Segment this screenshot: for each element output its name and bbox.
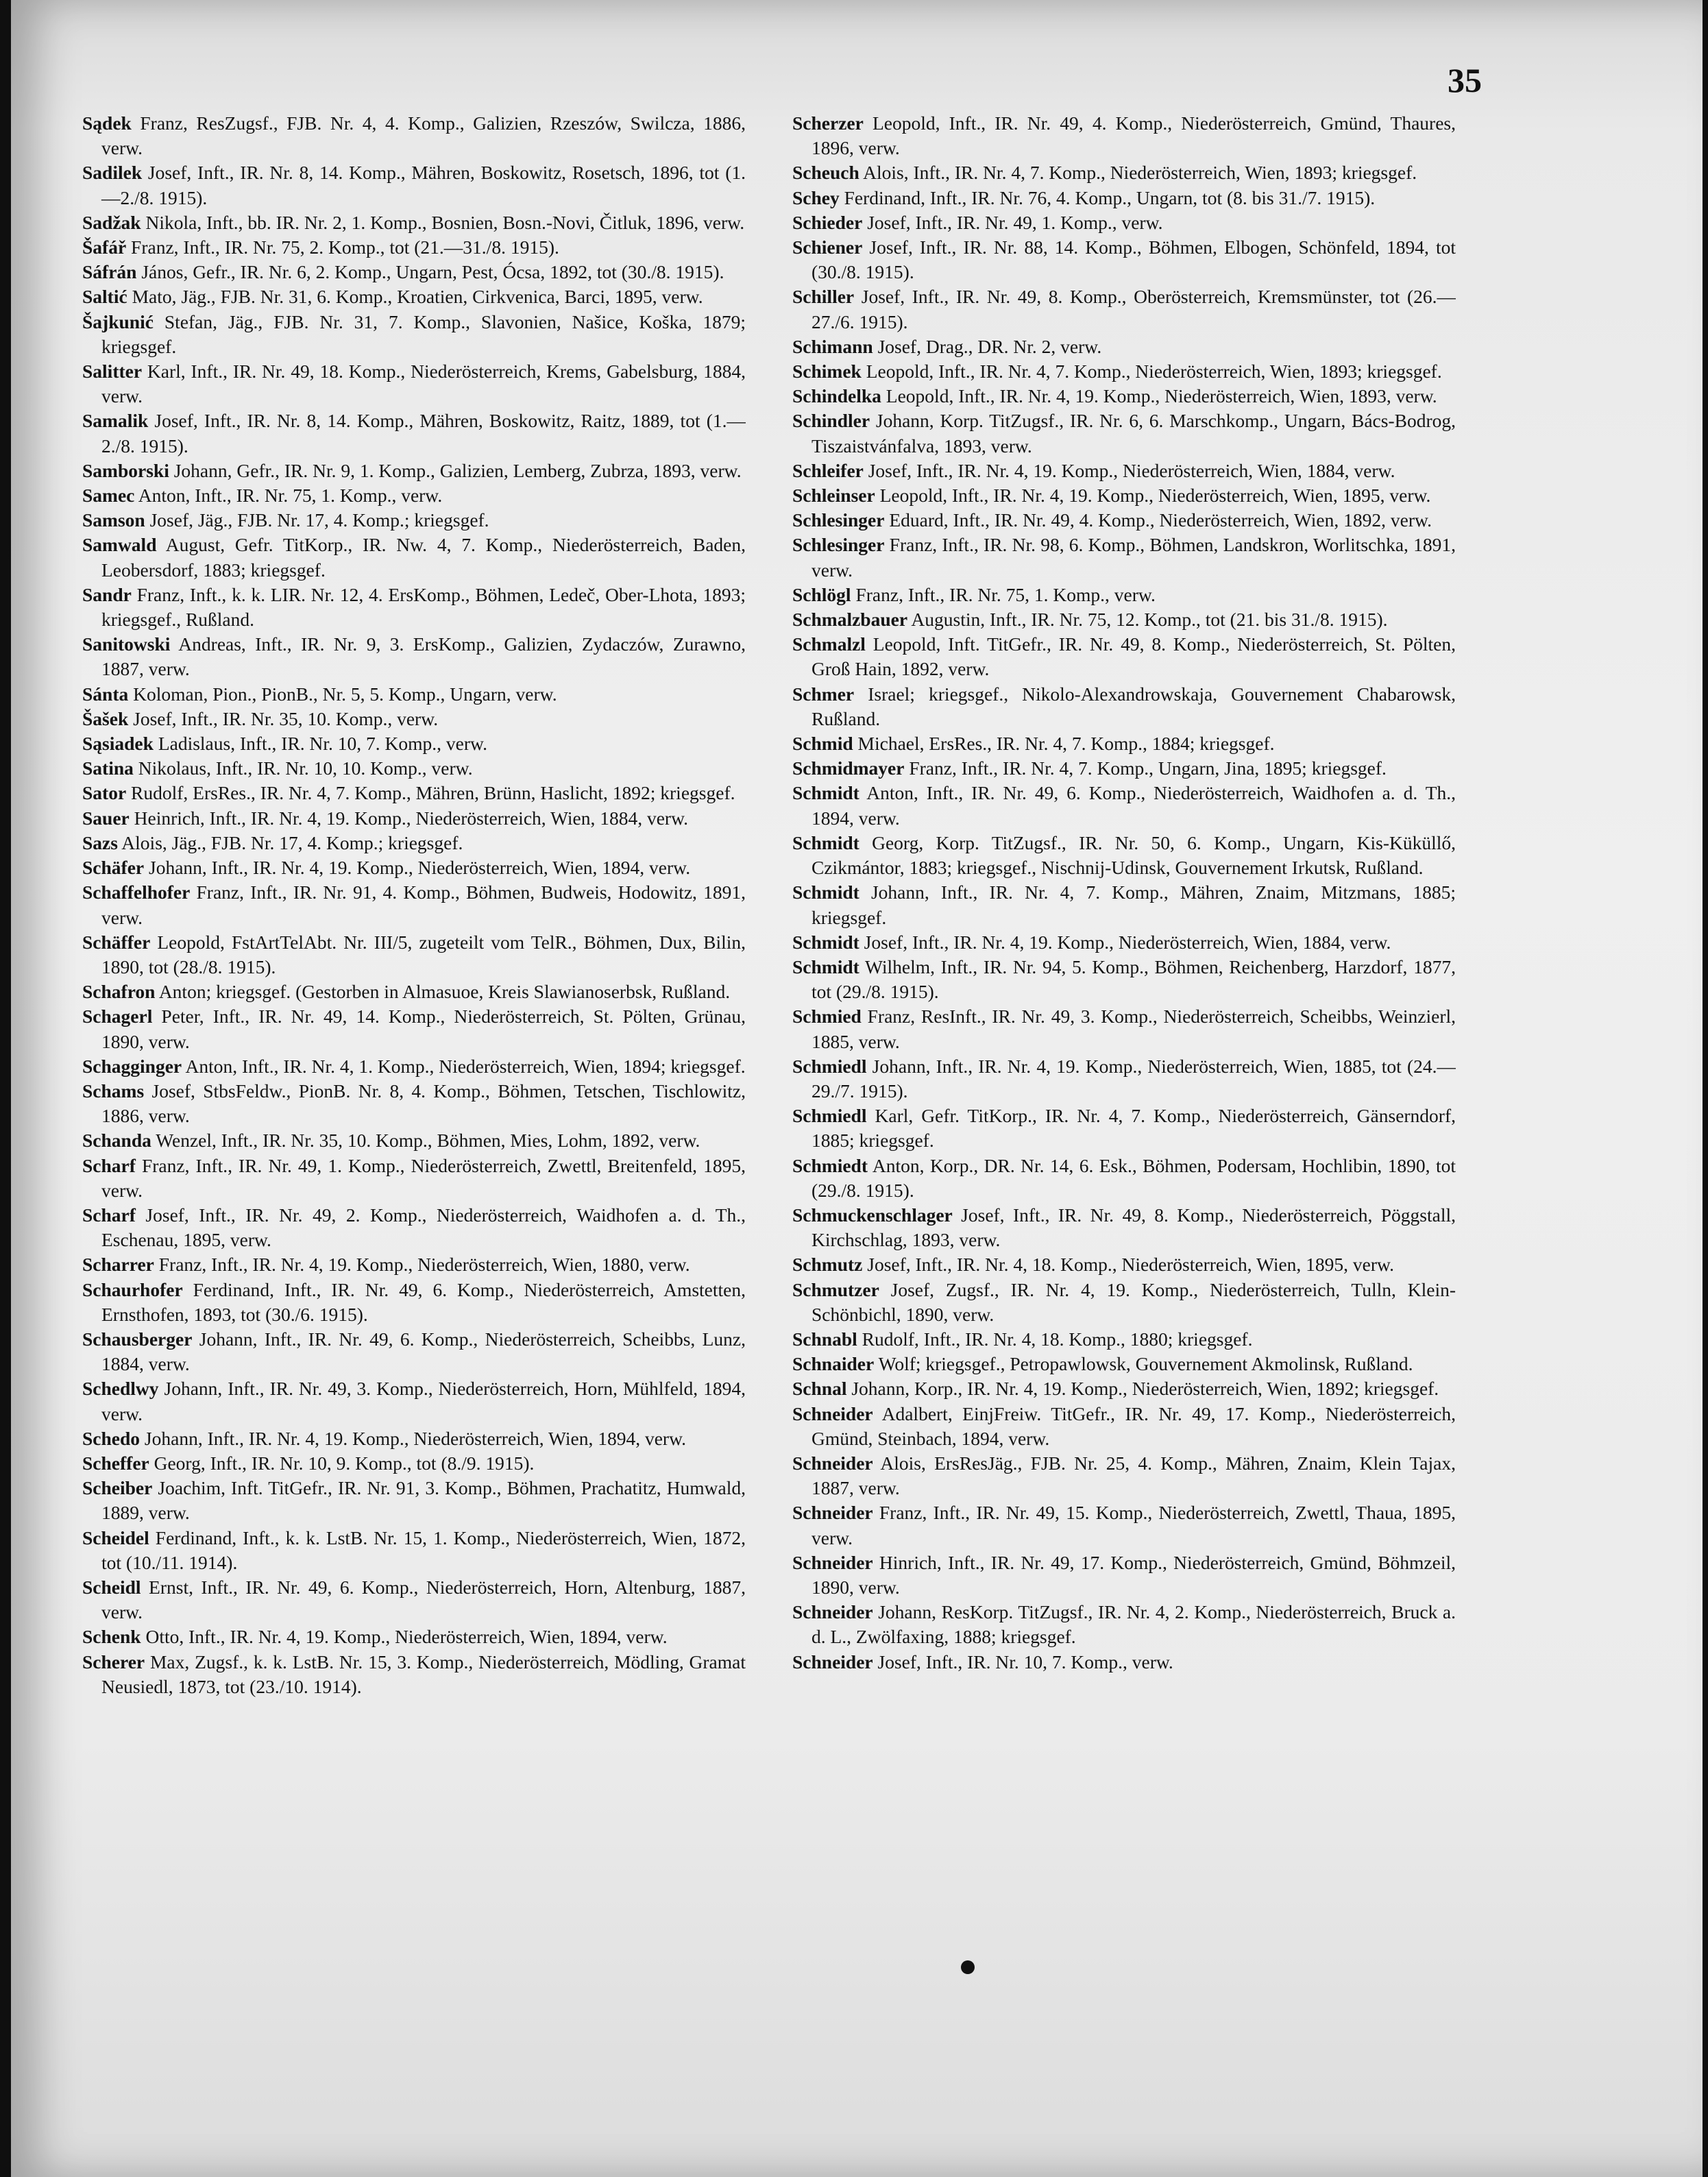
entry-surname: Schäffer bbox=[82, 931, 151, 953]
document-page bbox=[11, 0, 1703, 2177]
register-entry bbox=[792, 731, 1456, 756]
entry-surname: Šajkunić bbox=[82, 311, 154, 332]
entry-details: Franz, Inft., IR. Nr. 49, 15. Komp., Niederösterreich, Zwettl, Thaua, 1895, verw. bbox=[812, 1502, 1456, 1548]
entry-details: Rudolf, ErsRes., IR. Nr. 4, 7. Komp., Mähren, Brünn, Haslicht, 1892; kriegsgef. bbox=[126, 782, 735, 804]
entry-details: Ferdinand, Inft., IR. Nr. 76, 4. Komp., Ungarn, tot (8. bis 31./7. 1915). bbox=[839, 186, 1376, 208]
entry-surname: Schlesinger bbox=[792, 534, 885, 556]
entry-surname: Schenk bbox=[82, 1626, 141, 1648]
entry-surname: Schneider bbox=[792, 1402, 873, 1424]
entry-details: Leopold, Inft. TitGefr., IR. Nr. 49, 8. Komp., Niederösterreich, St. Pölten, Groß Hain, 1892, verw. bbox=[812, 633, 1456, 680]
register-entry bbox=[792, 160, 1456, 185]
entry-details: Johann, Gefr., IR. Nr. 9, 1. Komp., Galizien, Lemberg, Zubrza, 1893, verw. bbox=[169, 459, 742, 481]
entry-details: Franz, Inft., IR. Nr. 4, 7. Komp., Ungarn, Jina, 1895; kriegsgef. bbox=[904, 757, 1387, 779]
entry-details: Franz, ResInft., IR. Nr. 49, 3. Komp., Niederösterreich, Scheibbs, Weinzierl, 1885, verw. bbox=[812, 1006, 1456, 1052]
entry-surname: Schams bbox=[82, 1080, 145, 1102]
register-entry bbox=[82, 111, 746, 160]
left-column bbox=[82, 111, 746, 2085]
register-entry bbox=[82, 1252, 746, 1277]
register-entry bbox=[82, 1054, 746, 1079]
entry-surname: Scheuch bbox=[792, 162, 859, 184]
register-entry bbox=[792, 1500, 1456, 1550]
entry-surname: Schausberger bbox=[82, 1328, 193, 1350]
entry-surname: Schmiedt bbox=[792, 1154, 868, 1176]
entry-details: Josef, Inft., IR. Nr. 88, 14. Komp., Böhmen, Elbogen, Schönfeld, 1894, tot (30./8. 1915). bbox=[812, 236, 1456, 283]
register-entry bbox=[82, 1426, 746, 1451]
entry-details: Michael, ErsRes., IR. Nr. 4, 7. Komp., 1884; kriegsgef. bbox=[853, 733, 1275, 755]
register-entry bbox=[792, 607, 1456, 632]
entry-surname: Schey bbox=[792, 186, 840, 208]
entry-details: Karl, Inft., IR. Nr. 49, 18. Komp., Niederösterreich, Krems, Gabelsburg, 1884, verw. bbox=[101, 361, 746, 407]
entry-details: Josef, Inft., IR. Nr. 4, 18. Komp., Niederösterreich, Wien, 1895, verw. bbox=[862, 1254, 1394, 1276]
register-entry bbox=[792, 632, 1456, 681]
entry-details: Johann, Inft., IR. Nr. 49, 3. Komp., Niederösterreich, Horn, Mühlfeld, 1894, verw. bbox=[101, 1378, 746, 1424]
entry-surname: Šašek bbox=[82, 707, 129, 729]
register-entry bbox=[792, 1203, 1456, 1252]
ink-dot bbox=[961, 1960, 975, 1974]
register-entry bbox=[82, 632, 746, 681]
entry-details: Heinrich, Inft., IR. Nr. 4, 19. Komp., Niederösterreich, Wien, 1884, verw. bbox=[129, 807, 689, 829]
page-number: 35 bbox=[1448, 61, 1482, 99]
register-entry bbox=[82, 260, 746, 284]
entry-surname: Sadžak bbox=[82, 211, 141, 233]
entry-surname: Schaurhofer bbox=[82, 1278, 183, 1300]
entry-details: Leopold, Inft., IR. Nr. 4, 7. Komp., Niederösterreich, Wien, 1893; kriegsgef. bbox=[861, 361, 1442, 382]
entry-surname: Samwald bbox=[82, 534, 157, 556]
entry-details: Ferdinand, Inft., IR. Nr. 49, 6. Komp., Niederösterreich, Amstetten, Ernsthofen, 1893, tot (30./6. 1915). bbox=[101, 1278, 746, 1325]
register-entry bbox=[792, 1054, 1456, 1104]
register-entry bbox=[792, 1451, 1456, 1500]
register-entry bbox=[792, 1154, 1456, 1203]
entry-surname: Schmidmayer bbox=[792, 757, 905, 779]
register-entry bbox=[82, 806, 746, 831]
entry-details: Johann, Inft., IR. Nr. 49, 6. Komp., Niederösterreich, Scheibbs, Lunz, 1884, verw. bbox=[101, 1328, 746, 1375]
entry-surname: Sanitowski bbox=[82, 633, 171, 655]
entry-details: Andreas, Inft., IR. Nr. 9, 3. ErsKomp., Galizien, Zydaczów, Zurawno, 1887, verw. bbox=[101, 633, 746, 680]
entry-surname: Schmiedl bbox=[792, 1055, 867, 1077]
register-entry bbox=[792, 1278, 1456, 1327]
register-entry bbox=[82, 1376, 746, 1426]
register-entry bbox=[82, 1203, 746, 1252]
register-entry bbox=[82, 310, 746, 359]
entry-details: Hinrich, Inft., IR. Nr. 49, 17. Komp., Niederösterreich, Gmünd, Böhmzeil, 1890, verw. bbox=[812, 1551, 1456, 1598]
register-entry bbox=[792, 284, 1456, 334]
entry-details: August, Gefr. TitKorp., IR. Nw. 4, 7. Komp., Niederösterreich, Baden, Leobersdorf, 1883; kriegsgef. bbox=[101, 534, 746, 581]
register-entry bbox=[792, 186, 1456, 210]
entry-surname: Scharf bbox=[82, 1204, 136, 1226]
register-entry bbox=[82, 160, 746, 210]
entry-details: Alois, Inft., IR. Nr. 4, 7. Komp., Niederösterreich, Wien, 1893; kriegsgef. bbox=[859, 162, 1417, 184]
entry-details: Josef, Inft., IR. Nr. 35, 10. Komp., verw. bbox=[128, 707, 439, 729]
entry-surname: Schimann bbox=[792, 335, 873, 357]
register-entry bbox=[792, 831, 1456, 880]
entry-surname: Satina bbox=[82, 757, 134, 779]
entry-surname: Schmidt bbox=[792, 831, 859, 853]
entry-details: Josef, Jäg., FJB. Nr. 17, 4. Komp.; kriegsgef. bbox=[145, 509, 489, 531]
entry-surname: Schmied bbox=[792, 1006, 862, 1027]
register-entry bbox=[82, 980, 746, 1004]
entry-details: Georg, Korp. TitZugsf., IR. Nr. 50, 6. Komp., Ungarn, Kis-Küküllő, Czikmántor, 1883; kriegsgef., Nischnij-Udinsk, Gouvernement Irkutsk, Rußland. bbox=[812, 831, 1456, 879]
entry-details: Josef, StbsFeldw., PionB. Nr. 8, 4. Komp., Böhmen, Tetschen, Tischlowitz, 1886, verw. bbox=[101, 1080, 746, 1127]
register-entry bbox=[82, 707, 746, 731]
register-entry bbox=[82, 459, 746, 483]
register-entry bbox=[82, 483, 746, 508]
entry-details: Eduard, Inft., IR. Nr. 49, 4. Komp., Niederösterreich, Wien, 1892, verw. bbox=[884, 509, 1432, 531]
entry-details: Josef, Inft., IR. Nr. 4, 19. Komp., Niederösterreich, Wien, 1884, verw. bbox=[863, 459, 1395, 481]
entry-details: Peter, Inft., IR. Nr. 49, 14. Komp., Niederösterreich, St. Pölten, Grünau, 1890, verw. bbox=[101, 1006, 746, 1052]
entry-details: Anton, Inft., IR. Nr. 75, 1. Komp., verw. bbox=[134, 485, 443, 507]
entry-surname: Schmiedl bbox=[792, 1105, 867, 1127]
register-entry bbox=[792, 335, 1456, 359]
entry-details: Josef, Drag., DR. Nr. 2, verw. bbox=[873, 335, 1102, 357]
register-entry bbox=[792, 359, 1456, 384]
entry-surname: Saltić bbox=[82, 286, 127, 308]
entry-surname: Schmutzer bbox=[792, 1278, 879, 1300]
entry-surname: Sandr bbox=[82, 583, 132, 605]
entry-details: Franz, Inft., IR. Nr. 75, 1. Komp., verw. bbox=[851, 583, 1156, 605]
entry-surname: Schindelka bbox=[792, 385, 881, 407]
entry-surname: Schneider bbox=[792, 1452, 873, 1474]
register-entry bbox=[792, 1327, 1456, 1352]
entry-details: Franz, Inft., k. k. LIR. Nr. 12, 4. ErsKomp., Böhmen, Ledeč, Ober-Lhota, 1893; kriegsgef., Rußland. bbox=[101, 583, 746, 631]
entry-details: Johann, Inft., IR. Nr. 4, 19. Komp., Niederösterreich, Wien, 1894, verw. bbox=[144, 857, 691, 879]
register-entry bbox=[82, 1451, 746, 1476]
entry-surname: Schmer bbox=[792, 683, 855, 705]
entry-details: Ferdinand, Inft., k. k. LstB. Nr. 15, 1. Komp., Niederösterreich, Wien, 1872, tot (10./11. 1914). bbox=[101, 1527, 746, 1573]
right-column bbox=[792, 111, 1456, 2085]
register-entry bbox=[82, 831, 746, 855]
register-entry bbox=[792, 235, 1456, 284]
entry-surname: Scheffer bbox=[82, 1452, 149, 1474]
entry-surname: Schagginger bbox=[82, 1055, 182, 1077]
entry-details: Israel; kriegsgef., Nikolo-Alexandrowskaja, Gouvernement Chabarowsk, Rußland. bbox=[812, 683, 1456, 729]
entry-surname: Scharf bbox=[82, 1154, 136, 1176]
entry-surname: Schlögl bbox=[792, 583, 851, 605]
entry-details: Alois, Jäg., FJB. Nr. 17, 4. Komp.; kriegsgef. bbox=[117, 831, 463, 853]
entry-surname: Schmid bbox=[792, 733, 853, 755]
entry-details: Josef, Inft., IR. Nr. 49, 1. Komp., verw. bbox=[862, 211, 1163, 233]
register-entry bbox=[82, 1625, 746, 1649]
entry-surname: Sadilek bbox=[82, 162, 143, 184]
entry-surname: Schäfer bbox=[82, 857, 145, 879]
entry-surname: Schlesinger bbox=[792, 509, 885, 531]
register-entry bbox=[792, 880, 1456, 929]
entry-surname: Schiller bbox=[792, 286, 855, 308]
entry-surname: Schmidt bbox=[792, 782, 859, 804]
entry-details: Anton, Inft., IR. Nr. 4, 1. Komp., Niederösterreich, Wien, 1894; kriegsgef. bbox=[182, 1055, 746, 1077]
entry-surname: Schmidt bbox=[792, 931, 859, 953]
entry-details: Franz, Inft., IR. Nr. 91, 4. Komp., Böhmen, Budweis, Hodowitz, 1891, verw. bbox=[101, 881, 746, 928]
register-entry bbox=[82, 855, 746, 880]
entry-details: Franz, Inft., IR. Nr. 98, 6. Komp., Böhmen, Landskron, Worlitschka, 1891, verw. bbox=[812, 534, 1456, 581]
register-entry bbox=[792, 583, 1456, 607]
entry-details: Adalbert, EinjFreiw. TitGefr., IR. Nr. 49, 17. Komp., Niederösterreich, Gmünd, Steinbach, 1894, verw. bbox=[812, 1402, 1456, 1449]
entry-surname: Schmutz bbox=[792, 1254, 863, 1276]
entry-surname: Samec bbox=[82, 485, 135, 507]
register-entry bbox=[82, 235, 746, 260]
register-entry bbox=[792, 1104, 1456, 1153]
entry-surname: Sáfrán bbox=[82, 261, 137, 283]
entry-surname: Samalik bbox=[82, 410, 149, 432]
entry-details: Johann, Inft., IR. Nr. 4, 7. Komp., Mähren, Znaim, Mitzmans, 1885; kriegsgef. bbox=[812, 881, 1456, 928]
entry-surname: Schnaider bbox=[792, 1353, 875, 1375]
entry-details: Alois, ErsResJäg., FJB. Nr. 25, 4. Komp., Mähren, Znaim, Klein Tajax, 1887, verw. bbox=[812, 1452, 1456, 1499]
entry-details: Wenzel, Inft., IR. Nr. 35, 10. Komp., Böhmen, Mies, Lohm, 1892, verw. bbox=[151, 1130, 700, 1152]
entry-details: Johann, Korp. TitZugsf., IR. Nr. 6, 6. Marschkomp., Ungarn, Bács-Bodrog, Tiszaistvánfalva, 1893, verw. bbox=[812, 410, 1456, 457]
register-entry bbox=[792, 1004, 1456, 1054]
entry-surname: Schneider bbox=[792, 1551, 873, 1573]
register-entry bbox=[792, 533, 1456, 582]
register-entry bbox=[792, 1376, 1456, 1401]
entry-surname: Schleifer bbox=[792, 459, 864, 481]
entry-details: Josef, Inft., IR. Nr. 8, 14. Komp., Mähren, Boskowitz, Raitz, 1889, tot (1.—2./8. 1915). bbox=[101, 410, 746, 457]
entry-surname: Schnabl bbox=[792, 1328, 857, 1350]
entry-details: Leopold, Inft., IR. Nr. 49, 4. Komp., Niederösterreich, Gmünd, Thaures, 1896, verw. bbox=[812, 112, 1456, 159]
entry-details: Nikolaus, Inft., IR. Nr. 10, 10. Komp., verw. bbox=[133, 757, 473, 779]
register-entry bbox=[792, 955, 1456, 1004]
entry-surname: Samborski bbox=[82, 459, 169, 481]
entry-surname: Schagerl bbox=[82, 1006, 153, 1027]
entry-surname: Schaffelhofer bbox=[82, 881, 191, 903]
entry-details: Ernst, Inft., IR. Nr. 49, 6. Komp., Niederösterreich, Horn, Altenburg, 1887, verw. bbox=[101, 1576, 746, 1623]
entry-details: Josef, Zugsf., IR. Nr. 4, 19. Komp., Niederösterreich, Tulln, Klein-Schönbichl, 1890, verw. bbox=[812, 1278, 1456, 1325]
register-entry bbox=[82, 731, 746, 756]
register-entry bbox=[82, 756, 746, 781]
entry-details: Karl, Gefr. TitKorp., IR. Nr. 4, 7. Komp., Niederösterreich, Gänserndorf, 1885; kriegsgef. bbox=[812, 1105, 1456, 1152]
entry-surname: Sądek bbox=[82, 112, 132, 134]
entry-surname: Scheidl bbox=[82, 1576, 141, 1598]
register-entry bbox=[792, 409, 1456, 458]
entry-details: Josef, Inft., IR. Nr. 49, 2. Komp., Niederösterreich, Waidhofen a. d. Th., Eschenau, 1895, verw. bbox=[101, 1204, 746, 1251]
register-entry bbox=[792, 682, 1456, 731]
entry-details: Josef, Inft., IR. Nr. 49, 8. Komp., Niederösterreich, Pöggstall, Kirchschlag, 1893, verw. bbox=[812, 1204, 1456, 1251]
entry-details: Josef, Inft., IR. Nr. 49, 8. Komp., Oberösterreich, Kremsmünster, tot (26.—27./6. 1915). bbox=[812, 286, 1456, 332]
register-entry bbox=[82, 508, 746, 533]
entry-details: Franz, Inft., IR. Nr. 4, 19. Komp., Niederösterreich, Wien, 1880, verw. bbox=[154, 1254, 690, 1276]
register-entry bbox=[82, 533, 746, 582]
entry-surname: Schimek bbox=[792, 361, 862, 382]
entry-surname: Sator bbox=[82, 782, 127, 804]
register-entry bbox=[82, 210, 746, 235]
register-entry bbox=[792, 1252, 1456, 1277]
entry-details: Otto, Inft., IR. Nr. 4, 19. Komp., Niederösterreich, Wien, 1894, verw. bbox=[141, 1626, 668, 1648]
entry-details: Johann, ResKorp. TitZugsf., IR. Nr. 4, 2. Komp., Niederösterreich, Bruck a. d. L., Zwölfaxing, 1888; kriegsgef. bbox=[812, 1601, 1456, 1648]
register-entry bbox=[792, 111, 1456, 160]
entry-details: Josef, Inft., IR. Nr. 10, 7. Komp., verw. bbox=[873, 1651, 1173, 1673]
entry-details: Leopold, Inft., IR. Nr. 4, 19. Komp., Niederösterreich, Wien, 1893, verw. bbox=[881, 385, 1437, 407]
entry-surname: Schnal bbox=[792, 1378, 847, 1400]
entry-surname: Schmalzl bbox=[792, 633, 866, 655]
register-entry bbox=[792, 384, 1456, 409]
entry-surname: Schedo bbox=[82, 1427, 141, 1449]
entry-details: Leopold, Inft., IR. Nr. 4, 19. Komp., Niederösterreich, Wien, 1895, verw. bbox=[875, 485, 1431, 507]
register-entry bbox=[82, 1526, 746, 1575]
entry-details: Anton, Inft., IR. Nr. 49, 6. Komp., Niederösterreich, Waidhofen a. d. Th., 1894, verw. bbox=[812, 782, 1456, 829]
register-entry bbox=[82, 284, 746, 309]
entry-details: Johann, Inft., IR. Nr. 4, 19. Komp., Niederösterreich, Wien, 1894, verw. bbox=[140, 1427, 687, 1449]
entry-surname: Schindler bbox=[792, 410, 870, 432]
register-entry bbox=[792, 210, 1456, 235]
register-entry bbox=[792, 1352, 1456, 1376]
entry-surname: Scharrer bbox=[82, 1254, 154, 1276]
entry-surname: Schmidt bbox=[792, 881, 859, 903]
entry-surname: Schieder bbox=[792, 211, 863, 233]
entry-surname: Schedlwy bbox=[82, 1378, 159, 1400]
register-entry bbox=[82, 930, 746, 980]
entry-surname: Schneider bbox=[792, 1601, 873, 1623]
entry-surname: Schleinser bbox=[792, 485, 875, 507]
entry-details: Franz, ResZugsf., FJB. Nr. 4, 4. Komp., Galizien, Rzeszów, Swilcza, 1886, verw. bbox=[101, 112, 746, 159]
entry-surname: Schmuckenschlager bbox=[792, 1204, 953, 1226]
register-entry bbox=[792, 459, 1456, 483]
register-entry bbox=[792, 508, 1456, 533]
entry-details: Joachim, Inft. TitGefr., IR. Nr. 91, 3. Komp., Böhmen, Prachatitz, Humwald, 1889, verw. bbox=[101, 1477, 746, 1524]
entry-surname: Šafář bbox=[82, 236, 127, 258]
entry-details: Koloman, Pion., PionB., Nr. 5, 5. Komp., Ungarn, verw. bbox=[128, 683, 557, 705]
register-entry bbox=[82, 781, 746, 805]
entry-details: Johann, Korp., IR. Nr. 4, 19. Komp., Niederösterreich, Wien, 1892; kriegsgef. bbox=[846, 1378, 1439, 1400]
register-entry bbox=[82, 1154, 746, 1203]
entry-details: Josef, Inft., IR. Nr. 8, 14. Komp., Mähren, Boskowitz, Rosetsch, 1896, tot (1.—2./8. 1915). bbox=[101, 162, 746, 208]
entry-surname: Scherer bbox=[82, 1651, 145, 1673]
entry-surname: Schmalzbauer bbox=[792, 609, 908, 631]
entry-surname: Schmidt bbox=[792, 956, 859, 977]
register-entry bbox=[82, 682, 746, 707]
register-entry bbox=[82, 1128, 746, 1153]
register-entry bbox=[792, 930, 1456, 955]
entry-details: Nikola, Inft., bb. IR. Nr. 2, 1. Komp., Bosnien, Bosn.-Novi, Čitluk, 1896, verw. bbox=[141, 211, 745, 233]
entry-details: János, Gefr., IR. Nr. 6, 2. Komp., Ungarn, Pest, Ócsa, 1892, tot (30./8. 1915). bbox=[136, 261, 724, 283]
register-entry bbox=[792, 1600, 1456, 1649]
entry-details: Mato, Jäg., FJB. Nr. 31, 6. Komp., Kroatien, Cirkvenica, Barci, 1895, verw. bbox=[127, 286, 703, 308]
entry-surname: Samson bbox=[82, 509, 145, 531]
register-entry bbox=[82, 880, 746, 929]
register-entry bbox=[82, 1278, 746, 1327]
entry-surname: Scherzer bbox=[792, 112, 864, 134]
entry-details: Franz, Inft., IR. Nr. 75, 2. Komp., tot (21.—31./8. 1915). bbox=[126, 236, 559, 258]
entry-details: Wilhelm, Inft., IR. Nr. 94, 5. Komp., Böhmen, Reichenberg, Harzdorf, 1877, tot (29./8. 1915). bbox=[812, 956, 1456, 1003]
register-entry bbox=[792, 1650, 1456, 1675]
entry-details: Franz, Inft., IR. Nr. 49, 1. Komp., Niederösterreich, Zwettl, Breitenfeld, 1895, verw. bbox=[101, 1154, 746, 1201]
register-entry bbox=[82, 1650, 746, 1699]
entry-surname: Sazs bbox=[82, 831, 118, 853]
entry-surname: Schneider bbox=[792, 1651, 873, 1673]
register-entry bbox=[82, 1079, 746, 1128]
entry-details: Rudolf, Inft., IR. Nr. 4, 18. Komp., 1880; kriegsgef. bbox=[857, 1328, 1253, 1350]
entry-surname: Schiener bbox=[792, 236, 863, 258]
entry-surname: Sąsiadek bbox=[82, 733, 154, 755]
entry-surname: Salitter bbox=[82, 361, 143, 382]
register-entry bbox=[82, 1575, 746, 1625]
register-entry bbox=[82, 1004, 746, 1054]
entry-surname: Sánta bbox=[82, 683, 129, 705]
register-entry bbox=[82, 409, 746, 458]
register-entry bbox=[82, 359, 746, 409]
entry-details: Josef, Inft., IR. Nr. 4, 19. Komp., Niederösterreich, Wien, 1884, verw. bbox=[859, 931, 1391, 953]
entry-surname: Schafron bbox=[82, 981, 156, 1003]
register-entry bbox=[82, 583, 746, 632]
entry-details: Wolf; kriegsgef., Petropawlowsk, Gouvernement Akmolinsk, Rußland. bbox=[874, 1353, 1413, 1375]
entry-details: Augustin, Inft., IR. Nr. 75, 12. Komp., tot (21. bis 31./8. 1915). bbox=[907, 609, 1388, 631]
entry-surname: Scheiber bbox=[82, 1477, 153, 1499]
entry-surname: Schanda bbox=[82, 1130, 151, 1152]
register-entry bbox=[82, 1327, 746, 1376]
entry-details: Leopold, FstArtTelAbt. Nr. III/5, zugeteilt vom TelR., Böhmen, Dux, Bilin, 1890, tot (28./8. 1915). bbox=[101, 931, 746, 977]
entry-surname: Scheidel bbox=[82, 1527, 149, 1548]
register-entry bbox=[792, 483, 1456, 508]
entry-details: Anton, Korp., DR. Nr. 14, 6. Esk., Böhmen, Podersam, Hochlibin, 1890, tot (29./8. 1915). bbox=[812, 1154, 1456, 1201]
entry-details: Stefan, Jäg., FJB. Nr. 31, 7. Komp., Slavonien, Našice, Koška, 1879; kriegsgef. bbox=[101, 311, 746, 357]
register-entry bbox=[82, 1476, 746, 1525]
entry-surname: Schneider bbox=[792, 1502, 873, 1524]
entry-details: Anton; kriegsgef. (Gestorben in Almasuoe, Kreis Slawianoserbsk, Rußland. bbox=[155, 981, 731, 1003]
register-entry bbox=[792, 1402, 1456, 1451]
entry-details: Ladislaus, Inft., IR. Nr. 10, 7. Komp., verw. bbox=[153, 733, 487, 755]
register-entry bbox=[792, 1550, 1456, 1600]
entry-details: Georg, Inft., IR. Nr. 10, 9. Komp., tot (8./9. 1915). bbox=[149, 1452, 535, 1474]
entry-details: Johann, Inft., IR. Nr. 4, 19. Komp., Niederösterreich, Wien, 1885, tot (24.—29./7. 1915). bbox=[812, 1055, 1456, 1102]
entry-details: Max, Zugsf., k. k. LstB. Nr. 15, 3. Komp., Niederösterreich, Mödling, Gramat Neusiedl, 1873, tot (23./10. 1914). bbox=[101, 1651, 746, 1697]
entry-surname: Sauer bbox=[82, 807, 130, 829]
register-entry bbox=[792, 756, 1456, 781]
register-entry bbox=[792, 781, 1456, 830]
